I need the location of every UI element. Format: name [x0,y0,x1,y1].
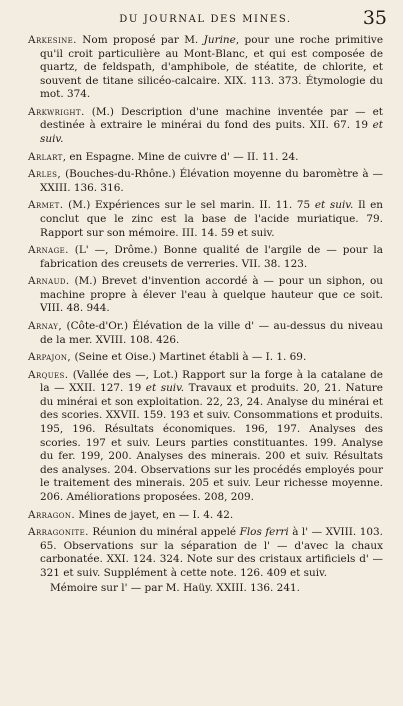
index-entry [28,526,383,580]
entry-italic: et suiv. [40,119,383,146]
index-entry [28,509,383,523]
entry-text: (Côte-d'Or.) Élévation de la ville d' — au-dessus du niveau de la mer. XVIII. 108. 426. [40,319,383,346]
entry-headword: Arkwright. [28,105,85,118]
running-title: DU JOURNAL DES MINES. [119,14,292,25]
entry-headword: Arques. [28,368,69,381]
entry-rest: Il en conclut que le zinc est la base de l'acide muriatique. 79. Rapport sur son mémoire. III. 14. 59 et suiv. [40,199,383,239]
index-entry [28,244,383,271]
index-entry [28,106,383,147]
running-header [28,6,387,34]
index-entry [28,320,383,347]
entry-text: (L' —, Drôme.) Bonne qualité de l'argile de — pour la fabrication des creusets de verreries. VII. 38. 123. [40,244,383,270]
entry-rest: , pour une roche primitive qu'il croit particulière au Mont-Blanc, et qui est composée de quartz, de feldspath, d'amphibole, de stéatite, de chlorite, et souvent de titane silicéo-calcaire. XIX. 113. 373. Étymologie du mot. 374. [40,34,383,101]
entry-italic: et suiv. [314,199,354,212]
page-number: 35 [362,7,387,29]
index-entry [28,275,383,316]
entry-text: (Bouches-du-Rhône.) Élévation moyenne du baromètre à — XXIII. 136. 316. [40,168,383,194]
entry-headword: Arkesine. [28,34,77,46]
entry-text: (M.) Description d'une machine inventée par — et destinée à extraire le minérai du fond des puits. XII. 67. 19 [40,105,383,132]
entry-continuation: Mémoire sur l' — par M. Haüy. XXIII. 136. 241. [50,582,300,595]
index-entry [28,34,383,102]
entry-headword: Arlart [28,150,63,163]
index-entry [28,151,383,165]
entry-text: Nom proposé par M. [76,34,204,46]
entry-text: , en Espagne. Mine de cuivre d' — II. 11. 24. [62,150,299,163]
entry-text: (M.) Brevet d'invention accordé à — pour un siphon, ou machine propre à élever l'eau à quelque hauteur que ce soit. VIII. 48. 944. [40,275,383,315]
entry-headword: Arpajon, [28,351,72,364]
entry-text: (Vallée des —, Lot.) Rapport sur la forge à la catalane de la — XXII. 127. 19 [40,368,383,395]
entry-headword: Arragonite. [28,526,89,539]
index-entry [28,168,383,195]
entry-italic: Flos ferri [239,526,289,539]
index-entry [28,199,383,240]
document-page [0,6,403,706]
entry-headword: Arragon. [28,508,76,521]
entry-text: (Seine et Oise.) Martinet établi à — I. 1. 69. [71,351,307,364]
entry-headword: Arnage. [28,244,69,257]
entry-italic: Jurine [203,34,236,46]
index-entries [28,34,383,596]
entry-text: Mines de jayet, en — I. 4. 42. [75,508,234,521]
entry-text: Réunion du minéral appelé [88,526,240,539]
entry-headword: Arnaud. [28,275,70,288]
entry-rest: à l' — XVIII. 103. 65. Observations sur la séparation de l' — d'avec la chaux carbonatée. XXI. 124. 324. Note sur des cristaux artificiels d' — 321 et suiv. Supplément à cette note. 126. 409 et suiv. [40,526,383,579]
index-entry [28,351,383,365]
entry-headword: Armet. [28,199,64,212]
entry-rest: Travaux et produits. 20, 21. Nature du minérai et son exploitation. 22, 23, 24. Analyse du minérai et des scories. XXVII. 159. 193 et suiv. Consommations et produits. 195, 196. Résultats économiques. 196, 197. Analyses des scories. 197 et suiv. Leurs parties constituantes. 199. Analyse du fer. 199, 200. Analyses des minerais. 200 et suiv. Résultats des analyses. 204. Observations sur les procédés employés pour le traitement des minerais. 205 et suiv. Leur richesse moyenne. 206. Améliorations proposées. 208, 209. [40,382,383,503]
index-entry [28,369,383,505]
entry-headword: Arnay, [28,319,63,332]
entry-headword: Arles, [28,168,62,181]
entry-italic: et suiv. [145,382,185,395]
entry-text: (M.) Expériences sur le sel marin. II. 11. 75 [63,199,315,212]
